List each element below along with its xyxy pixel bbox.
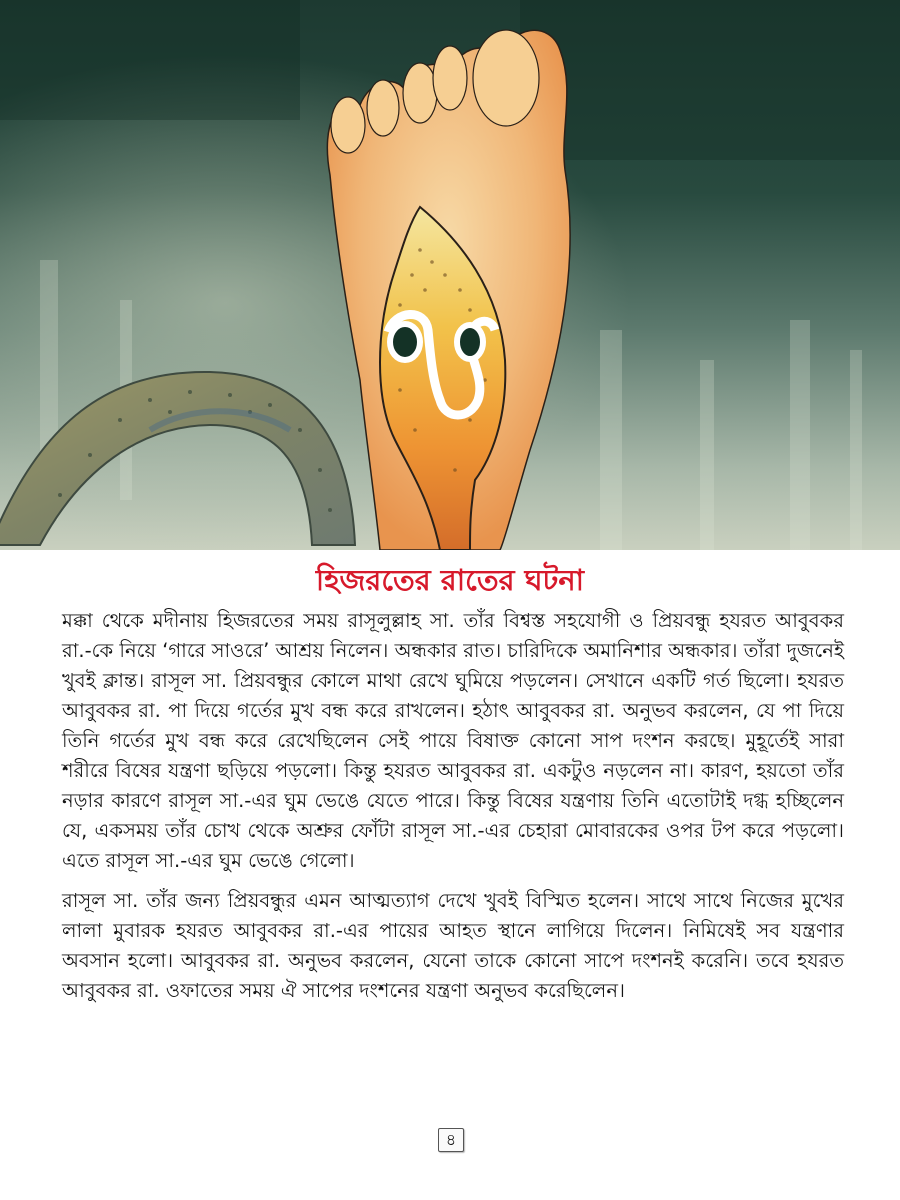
story-body — [62, 606, 844, 1006]
story-title: হিজরতের রাতের ঘটনা — [315, 563, 585, 597]
story-paragraph-2: রাসূল সা. তাঁর জন্য প্রিয়বন্ধুর এমন আত্মত্যাগ দেখে খুবই বিস্মিত হলেন। সাথে সাথে নিজের মুখের লালা মুবারক হযরত আবুবকর রা.-এর পায়ের আহত স্থানে লাগিয়ে দিলেন। নিমিষেই সব যন্ত্রণার অবসান হলো। আবুবকর রা. অনুভব করলেন, যেনো তাকে কোনো সাপে দংশনই করেনি। তবে হযরত আবুবকর রা. ওফাতের সময় ঐ সাপের দংশনের যন্ত্রণা অনুভব করেছিলেন। — [62, 889, 844, 1002]
story-paragraph-1: মক্কা থেকে মদীনায় হিজরতের সময় রাসূলুল্লাহ সা. তাঁর বিশ্বস্ত সহযোগী ও প্রিয়বন্ধু হযরত আবুবকর রা.-কে নিয়ে ‘গারে সাওরে’ আশ্রয় নিলেন। অন্ধকার রাত। চারিদিকে অমানিশার অন্ধকার। তাঁরা দুজনেই খুবই ক্লান্ত। রাসূল সা. প্রিয়বন্ধুর কোলে মাথা রেখে ঘুমিয়ে পড়লেন। সেখানে একটি গর্ত ছিলো। হযরত আবুবকর রা. পা দিয়ে গর্তের মুখ বন্ধ করে রাখলেন। হঠাৎ আবুবকর রা. অনুভব করলেন, যে পা দিয়ে তিনি গর্তের মুখ বন্ধ করে রেখেছিলেন সেই পায়ে বিষাক্ত কোনো সাপ দংশন করছে। মুহূর্তেই সারা শরীরে বিষের যন্ত্রণা ছড়িয়ে পড়লো। কিন্তু হযরত আবুবকর রা. একটুও নড়লেন না। কারণ, হয়তো তাঁর নড়ার কারণে রাসূল সা.-এর ঘুম ভেঙে যেতে পারে। কিন্তু বিষের যন্ত্রণায় তিনি এতোটাই দগ্ধ হচ্ছিলেন যে, একসময় তাঁর চোখ থেকে অশ্রুর ফোঁটা রাসূল সা.-এর চেহারা মোবারকের ওপর টপ করে পড়লো। এতে রাসূল সা.-এর ঘুম ভেঙে গেলো। — [62, 609, 844, 872]
page-number: ৪ — [438, 1128, 464, 1152]
story-illustration — [0, 0, 900, 550]
foot-and-snake-painting — [0, 0, 900, 550]
